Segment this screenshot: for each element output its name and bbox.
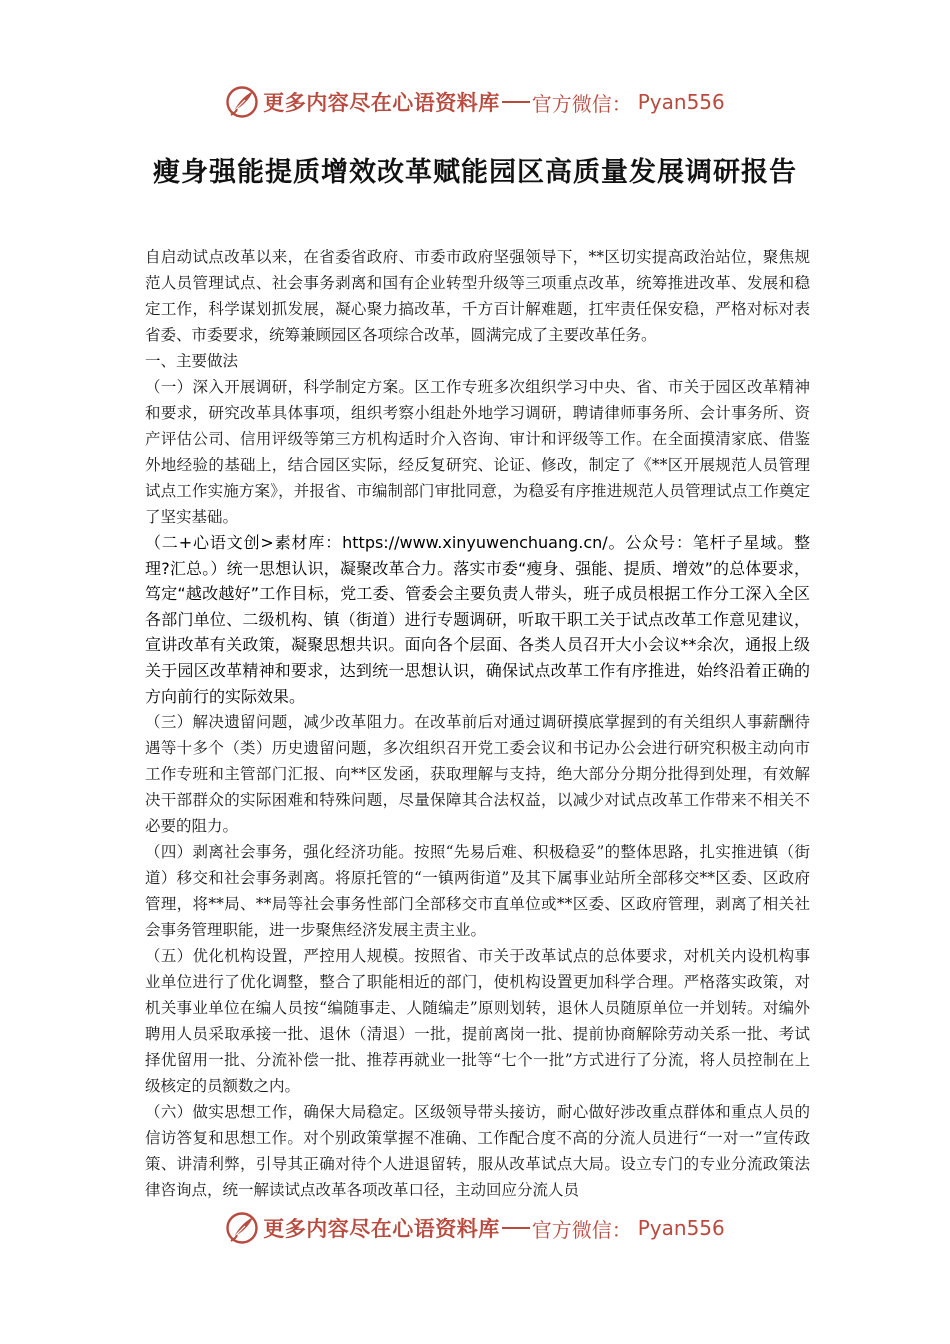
paragraph-item-5: （五）优化机构设置，严控用人规模。按照省、市关于改革试点的总体要求，对机关内设机构事业单位进行了优化调整，整合了职能相近的部门，使机构设置更加科学合理。严格落实政策，对机关事业单位在编人员按“编随事走、人随编走”原则划转，退休人员随原单位一并划转。对编外聘用人员采取承接一批、退休（清退）一批，提前离岗一批、提前协商解除劳动关系一批、考试择优留用一批、分流补偿一批、推荐再就业一批等“七个一批”方式进行了分流，将人员控制在上级核定的员额数之内。	[145, 947, 810, 1096]
paragraph-item-6: （六）做实思想工作，确保大局稳定。区级领导带头接访，耐心做好涉改重点群体和重点人员的信访答复和思想工作。对个别政策掌握不准确、工作配合度不高的分流人员进行“一对一”宣传政策、讲清利弊，引导其正确对待个人进退留转，服从改革试点大局。设立专门的专业分流政策法律咨询点，统一解读试点改革各项改革口径，主动回应分流人员	[145, 1103, 810, 1200]
banner-main-text: 更多内容尽在心语资料库	[263, 1216, 500, 1241]
section-heading-main-practices: 一、主要做法	[145, 352, 239, 370]
quill-logo-icon	[225, 1211, 259, 1245]
footer-banner	[0, 1208, 950, 1248]
banner-main-text: 更多内容尽在心语资料库	[263, 90, 500, 115]
banner-wechat-id: Pyan556	[637, 90, 725, 114]
header-banner	[0, 82, 950, 122]
paragraph-item-2: （二+心语文创>素材库：https://www.xinyuwenchuang.cn/。公众号：笔杆子星域。整理?汇总。）统一思想认识，凝聚改革合力。落实市委“瘦身、强能、提质、增效”的总体要求，笃定“越改越好”工作目标，党工委、管委会主要负责人带头，班子成员根据工作分工深入全区各部门单位、二级机构、镇（街道）进行专题调研，听取干职工关于试点改革工作意见建议，宣讲改革有关政策，凝聚思想共识。面向各个层面、各类人员召开大小会议**余次，通报上级关于园区改革精神和要求，达到统一思想认识，确保试点改革工作有序推进，始终沿着正确的方向前行的实际效果。	[145, 533, 810, 706]
banner-dash	[502, 101, 530, 103]
banner-wechat-label: 官方微信：	[531, 1217, 632, 1242]
paragraph-item-4: （四）剥离社会事务，强化经济功能。按照“先易后难、积极稳妥”的整体思路，扎实推进镇（街道）移交和社会事务剥离。将原托管的“一镇两街道”及其下属事业站所全部移交**区委、区政府管理，将**局、**局等社会事务性部门全部移交市直单位或**区委、区政府管理，剥离了相关社会事务管理职能，进一步聚焦经济发展主责主业。	[145, 843, 810, 940]
banner-wechat-id: Pyan556	[637, 1216, 725, 1240]
document-title: 瘦身强能提质增效改革赋能园区高质量发展调研报告	[153, 157, 797, 188]
paragraph-item-1: （一）深入开展调研，科学制定方案。区工作专班多次组织学习中央、省、市关于园区改革精神和要求，研究改革具体事项，组织考察小组赴外地学习调研，聘请律师事务所、会计事务所、资产评估公司、信用评级等第三方机构适时介入咨询、审计和评级等工作。在全面摸清家底、借鉴外地经验的基础上，结合园区实际，经反复研究、论证、修改，制定了《**区开展规范人员管理试点工作实施方案》，并报省、市编制部门审批同意，为稳妥有序推进规范人员管理试点工作奠定了坚实基础。	[145, 378, 810, 526]
document-body	[145, 244, 810, 1203]
banner-dash	[502, 1227, 530, 1229]
banner-wechat-label: 官方微信：	[531, 91, 632, 116]
paragraph-intro: 自启动试点改革以来，在省委省政府、市委市政府坚强领导下，**区切实提高政治站位，聚焦规范人员管理试点、社会事务剥离和国有企业转型升级等三项重点改革，统筹推进改革、发展和稳定工作，科学谋划抓发展，凝心聚力搞改革，千方百计解难题，扛牢责任保安稳，严格对标对表省委、市委要求，统筹兼顾园区各项综合改革，圆满完成了主要改革任务。	[145, 248, 810, 344]
quill-logo-icon	[225, 85, 259, 119]
paragraph-item-3: （三）解决遗留问题，减少改革阻力。在改革前后对通过调研摸底掌握到的有关组织人事薪酬待遇等十多个（类）历史遗留问题，多次组织召开党工委会议和书记办公会进行研究积极主动向市工作专班和主管部门汇报、向**区发函，获取理解与支持，绝大部分分期分批得到处理，有效解决干部群众的实际困难和特殊问题，尽量保障其合法权益，以减少对试点改革工作带来不相关不必要的阻力。	[145, 713, 810, 836]
